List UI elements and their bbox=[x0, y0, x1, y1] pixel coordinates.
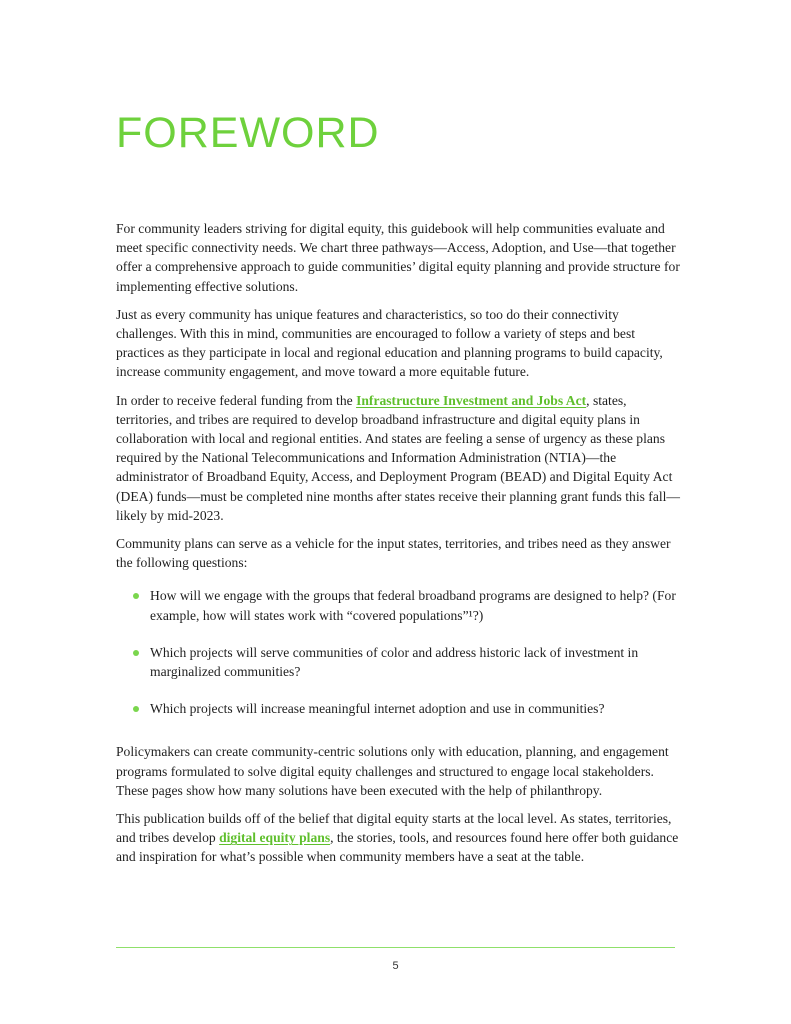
paragraph-federal-funding bbox=[116, 391, 680, 525]
list-item-text: Which projects will serve communities of color and address historic lack of investment in marginalized communities? bbox=[150, 644, 639, 680]
bullet-icon bbox=[133, 650, 139, 656]
digital-equity-plans-link[interactable]: digital equity plans bbox=[219, 830, 331, 846]
body-content bbox=[116, 219, 680, 876]
footer-divider bbox=[116, 947, 675, 948]
paragraph-text: , the stories, tools, and resources found here offer both guidance and inspiration for what’s possible when community members have a seat at the table. bbox=[116, 830, 679, 865]
page-number: 5 bbox=[392, 960, 399, 972]
paragraph-text: This publication builds off of the belief that digital equity starts at the local level. As states, territories, and tribes develop bbox=[116, 811, 672, 846]
paragraph-text: , states, territories, and tribes are required to develop broadband infrastructure and digital equity plans in collaboration with local and regional entities. And states are feeling a sense of urgency as these plans required by the National Telecommunications and Information Administration (NTIA)—the administrator of Broadband Equity, Access, and Deployment Program (BEAD) and Digital Equity Act (DEA) funds—must be completed nine months after states receive their planning grant funds this fall—likely by mid-2023. bbox=[116, 392, 680, 523]
paragraph-questions-intro: Community plans can serve as a vehicle for the input states, territories, and tribes need as they answer the following questions: bbox=[116, 536, 671, 571]
paragraph-publication bbox=[116, 809, 680, 867]
list-item-text: Which projects will increase meaningful internet adoption and use in communities? bbox=[150, 701, 605, 717]
bullet-icon bbox=[133, 593, 139, 599]
page-title: FOREWORD bbox=[116, 109, 380, 157]
paragraph-intro: For community leaders striving for digital equity, this guidebook will help communities evaluate and meet specific connectivity needs. We chart three pathways—Access, Adoption, and Use—that together offer a comprehensive approach to guide communities’ digital equity planning and provide structure for implementing effective solutions. bbox=[116, 221, 680, 294]
iija-link[interactable]: Infrastructure Investment and Jobs Act bbox=[356, 392, 587, 408]
paragraph-text: In order to receive federal funding from the bbox=[116, 392, 357, 408]
paragraph-challenges: Just as every community has unique features and characteristics, so too do their connectivity challenges. With this in mind, communities are encouraged to follow a variety of steps and best practices as they participate in local and regional education and planning programs to build capacity, increase community engagement, and move toward a more equitable future. bbox=[116, 306, 663, 380]
list-item-text: How will we engage with the groups that federal broadband programs are designed to help? (For example, how will states work with “covered populations”¹?) bbox=[150, 588, 676, 623]
list-item bbox=[116, 643, 680, 681]
bullet-icon bbox=[133, 706, 139, 712]
list-item bbox=[116, 586, 680, 624]
list-item bbox=[116, 699, 680, 718]
questions-list bbox=[116, 586, 680, 718]
paragraph-policymakers: Policymakers can create community-centric solutions only with education, planning, and engagement programs formulated to solve digital equity challenges and structured to engage local stakeholders. These pages show how many solutions have been executed with the help of philanthropy. bbox=[116, 744, 669, 798]
